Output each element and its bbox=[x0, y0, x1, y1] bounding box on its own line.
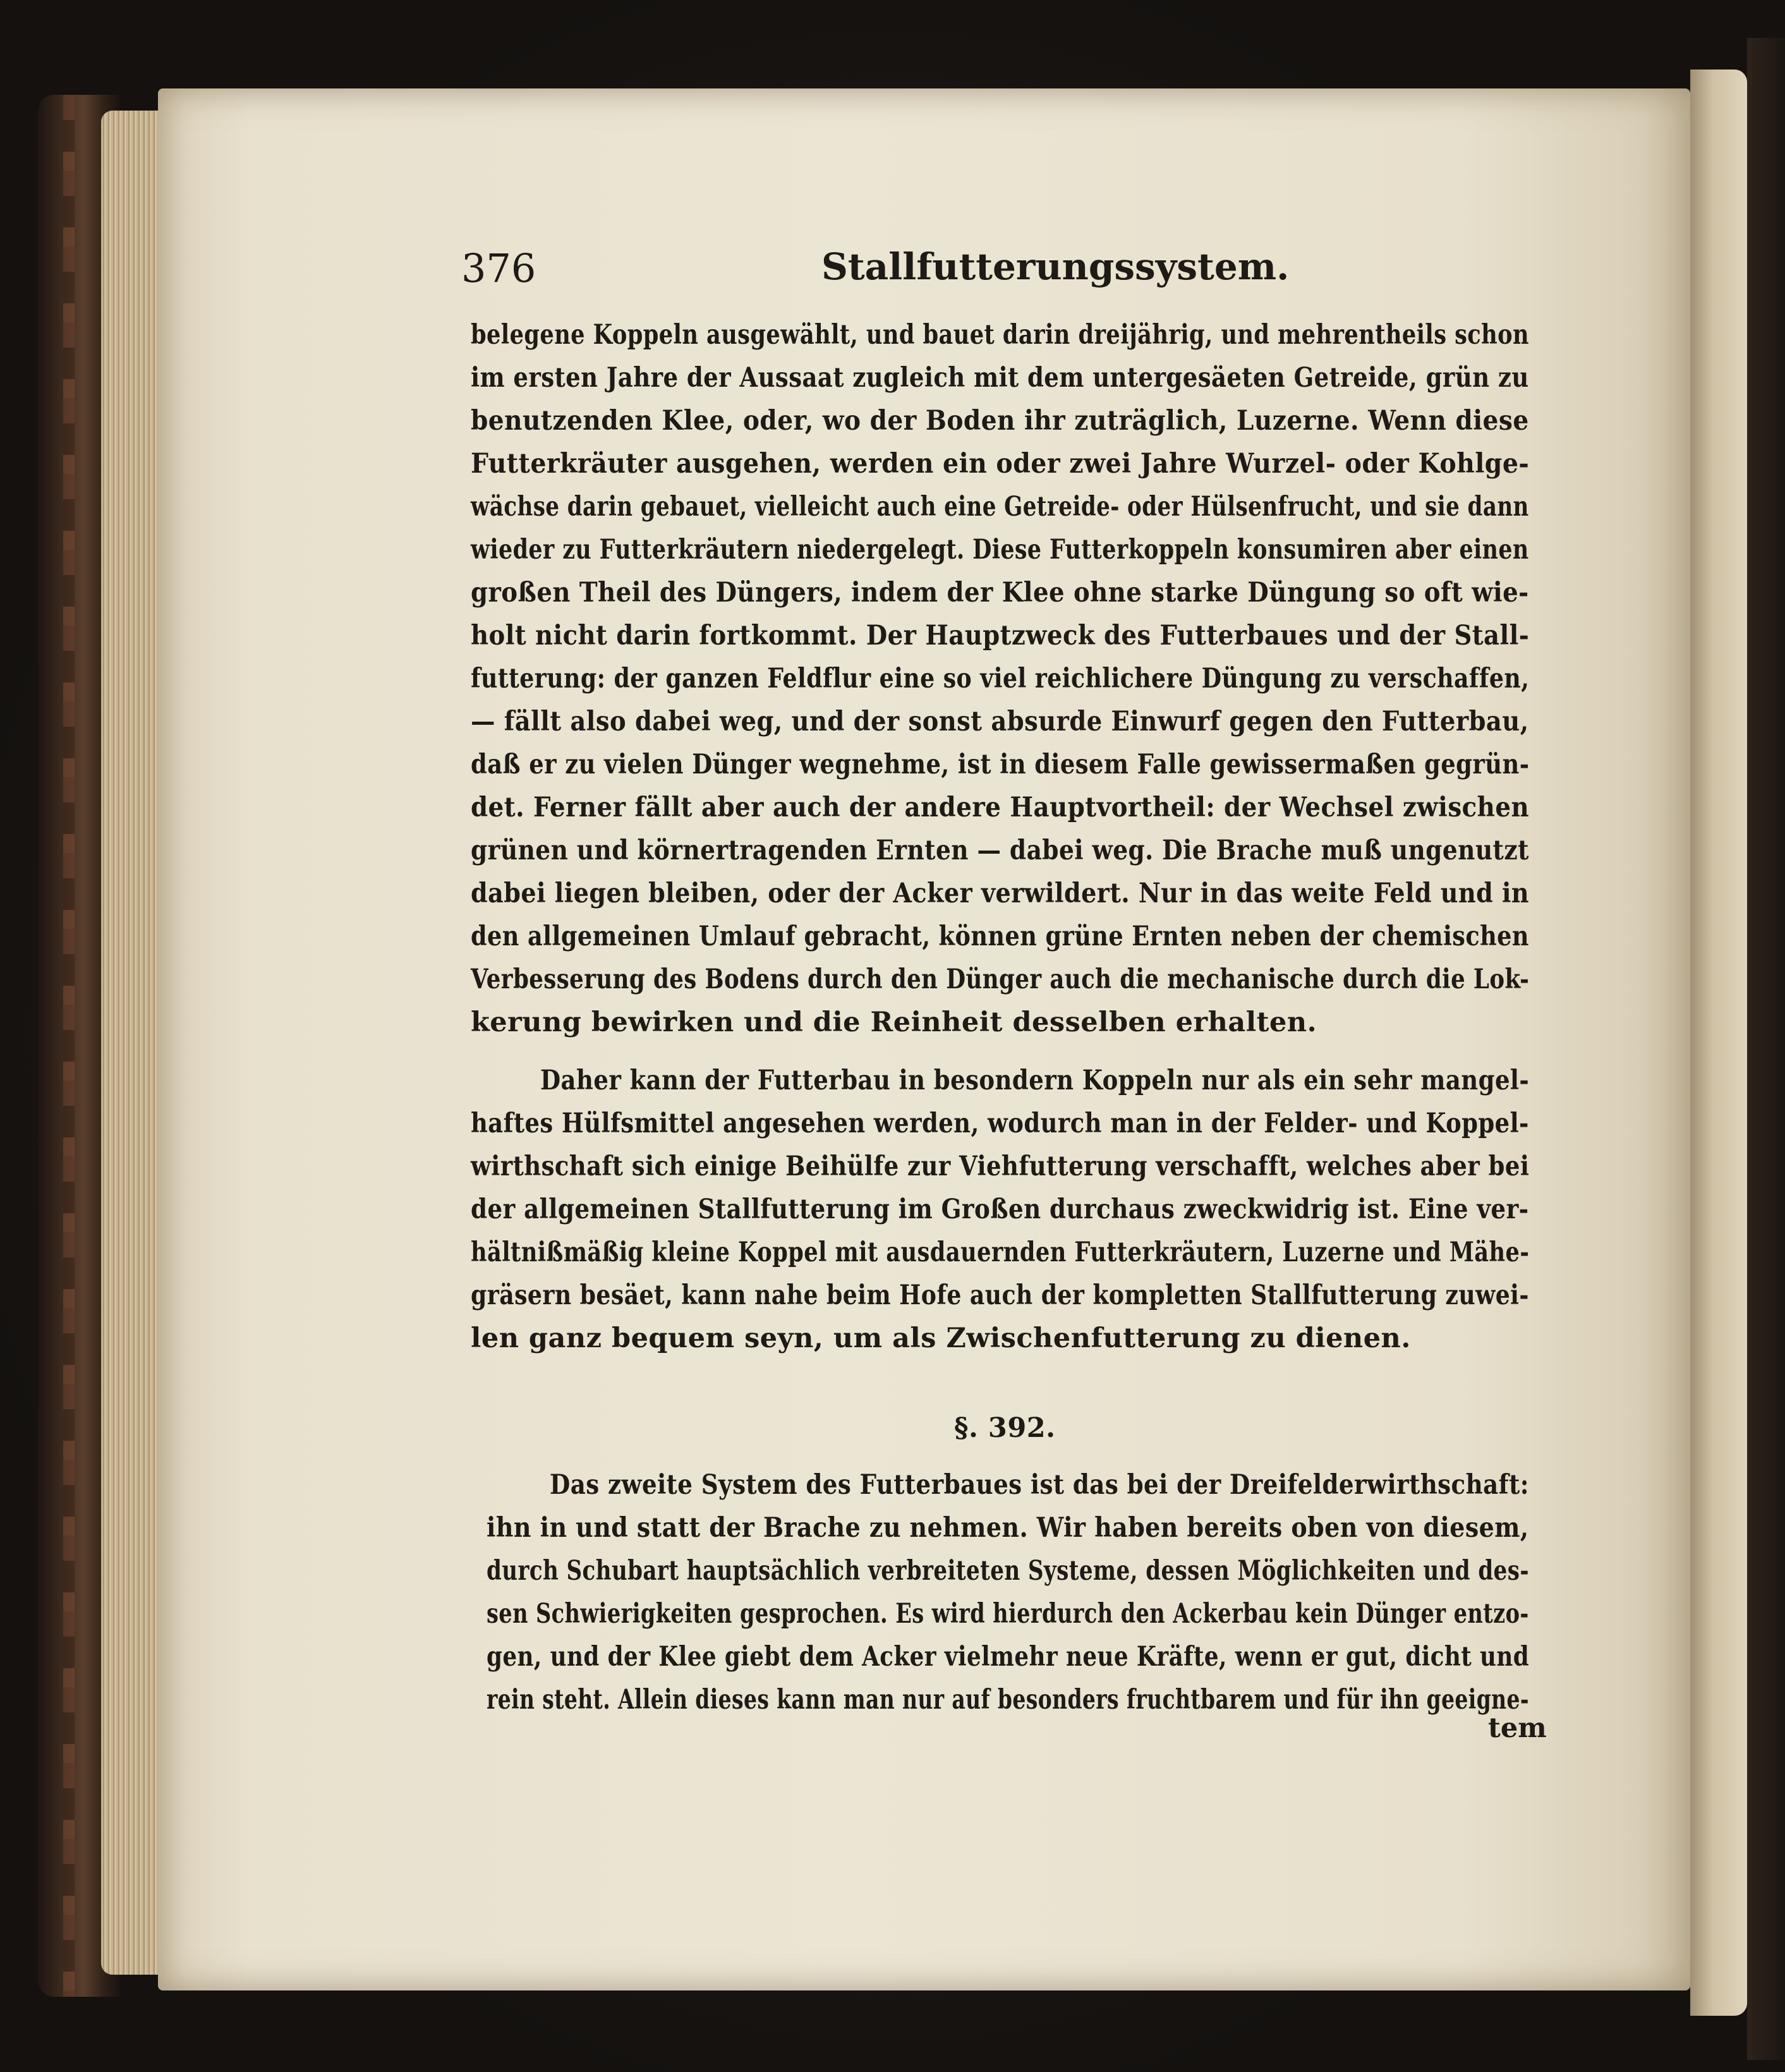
text-line: wieder zu Futterkräutern niedergelegt. Diese Futterkoppeln konsumiren aber einen bbox=[471, 534, 1529, 566]
text-line: holt nicht darin fortkommt. Der Hauptzweck des Futterbaues und der Stall- bbox=[471, 620, 1530, 651]
text-line: dabei liegen bleiben, oder der Acker verwildert. Nur in das weite Feld und in bbox=[471, 878, 1530, 909]
text-line: daß er zu vielen Dünger wegnehme, ist in diesem Falle gewissermaßen gegrün- bbox=[471, 749, 1530, 780]
text-line: den allgemeinen Umlauf gebracht, können grüne Ernten neben der chemischen bbox=[471, 921, 1529, 952]
text-line: belegene Koppeln ausgewählt, und bauet darin dreijährig, und mehrentheils schon bbox=[471, 319, 1529, 351]
text-line: wirthschaft sich einige Beihülfe zur Viehfutterung verschafft, welches aber bei bbox=[471, 1151, 1530, 1182]
text-line: wächse darin gebauet, vielleicht auch eine Getreide- oder Hülsenfrucht, und sie dann bbox=[471, 491, 1529, 523]
text-line: Futterkräuter ausgehen, werden ein oder zwei Jahre Wurzel- oder Kohlge- bbox=[471, 448, 1530, 480]
text-line: großen Theil des Düngers, indem der Klee ohne starke Düngung so oft wie- bbox=[471, 577, 1529, 609]
text-line: haftes Hülfsmittel angesehen werden, wodurch man in der Felder- und Koppel- bbox=[471, 1108, 1529, 1139]
book-cover-right bbox=[1747, 38, 1785, 2060]
text-line: ihn in und statt der Brache zu nehmen. Wir haben bereits oben von diesem, bbox=[487, 1512, 1529, 1544]
text-line: im ersten Jahre der Aussaat zugleich mit dem untergesäeten Getreide, grün zu bbox=[471, 362, 1529, 394]
text-line: — fällt also dabei weg, und der sonst absurde Einwurf gegen den Futterbau, bbox=[471, 706, 1529, 737]
text-line: gen, und der Klee giebt dem Acker vielmehr neue Kräfte, wenn er gut, dicht und bbox=[487, 1641, 1530, 1673]
page-edges bbox=[101, 111, 164, 1975]
text-line: det. Ferner fällt aber auch der andere Hauptvortheil: der Wechsel zwischen bbox=[471, 792, 1530, 823]
text-line: grünen und körnertragenden Ernten — dabei weg. Die Brache muß ungenutzt bbox=[471, 835, 1529, 866]
text-line: rein steht. Allein dieses kann man nur auf besonders fruchtbarem und für ihn geeigne- bbox=[487, 1684, 1529, 1716]
text-line: Daher kann der Futterbau in besondern Koppeln nur als ein sehr mangel- bbox=[540, 1065, 1530, 1096]
text-line: kerung bewirken und die Reinheit desselben erhalten. bbox=[471, 1007, 1317, 1038]
text-line: benutzenden Klee, oder, wo der Boden ihr zuträglich, Luzerne. Wenn diese bbox=[471, 405, 1529, 437]
text-line: len ganz bequem seyn, um als Zwischenfutterung zu dienen. bbox=[471, 1323, 1411, 1354]
text-line: sen Schwierigkeiten gesprochen. Es wird hierdurch den Ackerbau kein Dünger entzo- bbox=[487, 1598, 1529, 1630]
catchword: tem bbox=[1488, 1712, 1547, 1744]
text-line: Verbesserung des Bodens durch den Dünger auch die mechanische durch die Lok- bbox=[471, 964, 1530, 995]
text-line: der allgemeinen Stallfutterung im Großen durchaus zweckwidrig ist. Eine ver- bbox=[471, 1194, 1529, 1225]
text-line: Das zweite System des Futterbaues ist das bei der Dreifelderwirthschaft: bbox=[550, 1469, 1529, 1501]
text-line: futterung: der ganzen Feldflur eine so viel reichlichere Düngung zu verschaffen, bbox=[471, 663, 1530, 694]
page-number: 376 bbox=[461, 245, 536, 291]
text-line: gräsern besäet, kann nahe beim Hofe auch der kompletten Stallfutterung zuwei- bbox=[471, 1280, 1529, 1311]
section-heading: §. 392. bbox=[954, 1412, 1056, 1444]
running-title: Stallfutterungssystem. bbox=[821, 245, 1290, 288]
facing-page-edge bbox=[1690, 70, 1747, 2016]
text-line: durch Schubart hauptsächlich verbreiteten Systeme, dessen Möglichkeiten und des- bbox=[487, 1555, 1529, 1587]
text-line: hältnißmäßig kleine Koppel mit ausdauernden Futterkräutern, Luzerne und Mähe- bbox=[471, 1237, 1530, 1268]
